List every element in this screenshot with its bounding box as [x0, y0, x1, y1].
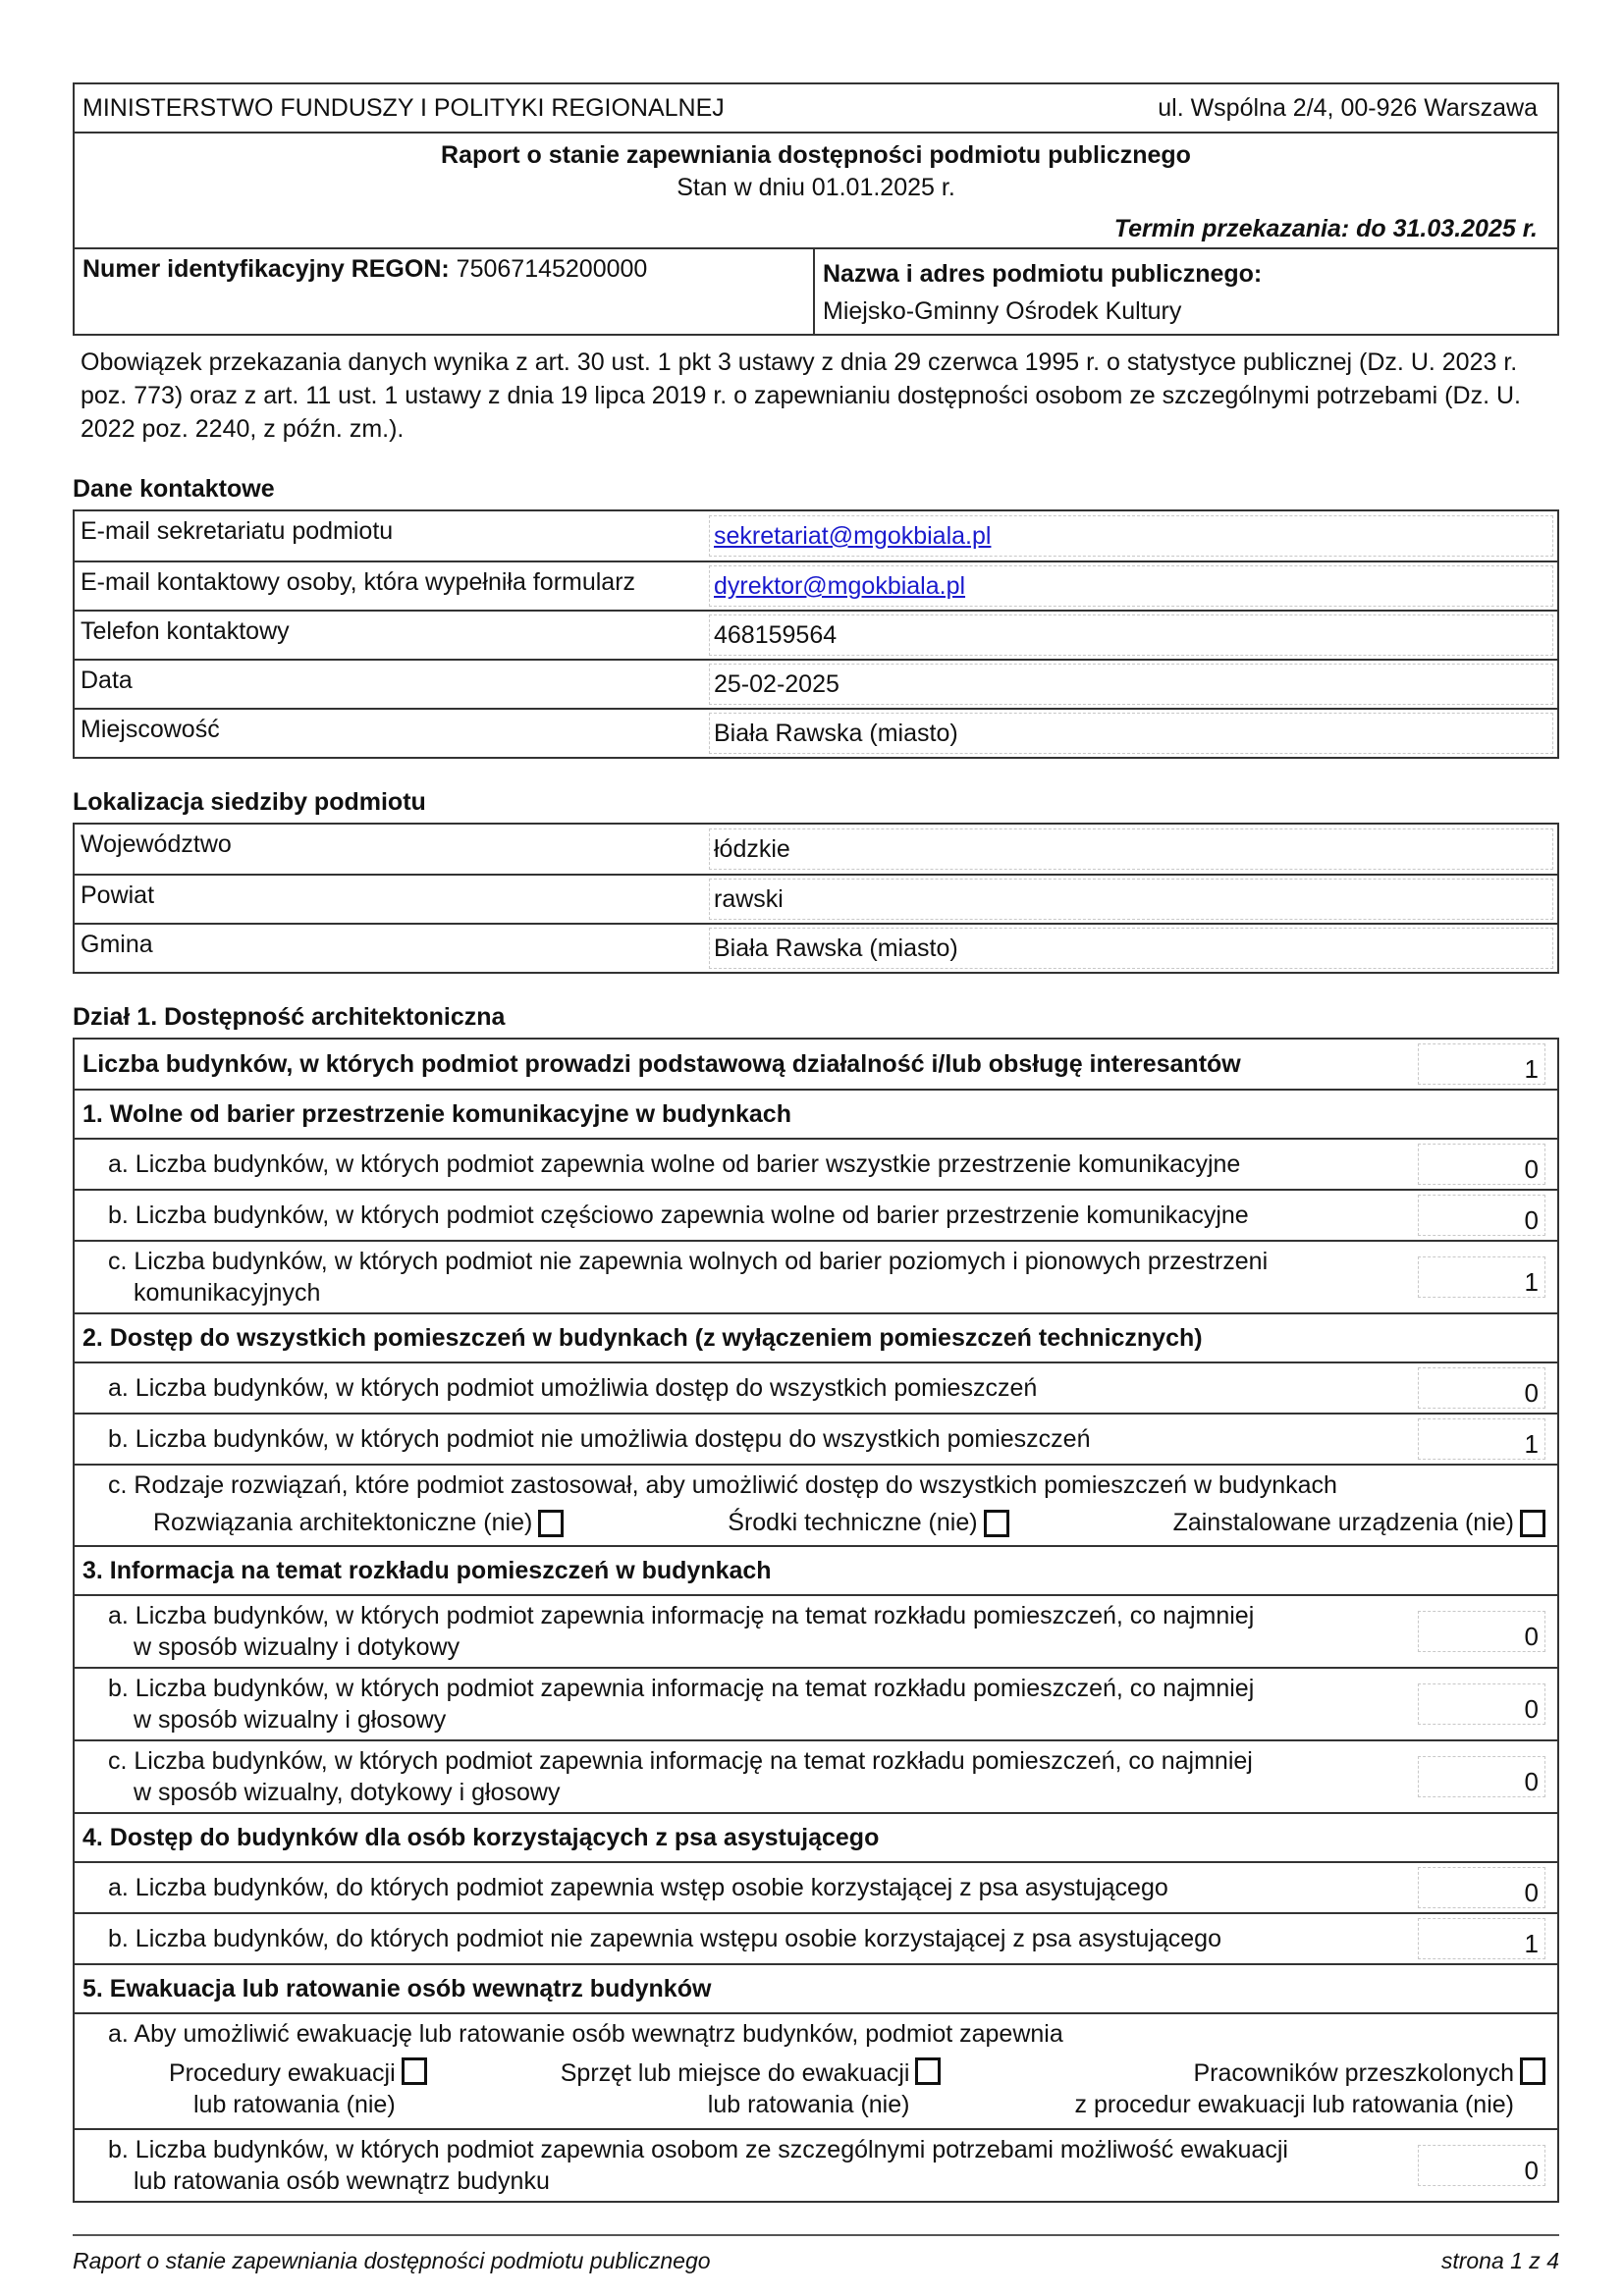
q3a-value[interactable]: 0 — [1418, 1611, 1545, 1652]
q1b-value[interactable]: 0 — [1418, 1195, 1545, 1236]
q1c-label-cont: komunikacyjnych — [134, 1279, 321, 1307]
location-row — [75, 923, 1557, 972]
ministry-address: ul. Wspólna 2/4, 00-926 Warszawa — [1158, 93, 1538, 122]
email-link[interactable]: dyrektor@mgokbiala.pl — [714, 572, 966, 600]
q4-title: 4. Dostęp do budynków dla osób korzystających z psa asystującego — [82, 1824, 880, 1851]
q2c-options — [75, 1505, 1557, 1545]
q1b-row — [75, 1189, 1557, 1240]
option-label-cont: lub ratowania (nie) — [707, 2091, 910, 2118]
contact-label: Miejscowość — [81, 716, 220, 743]
option-label: Rozwiązania architektoniczne (nie) — [153, 1509, 533, 1536]
section1-title: Dział 1. Dostępność architektoniczna — [73, 1003, 506, 1031]
legal-note: Obowiązek przekazania danych wynika z art. 30 ust. 1 pkt 3 ustawy z dnia 29 czerwca 1995 r. o statystyce publicznej (Dz. U. 2023 r. poz. 773) oraz z art. 11 ust. 1 ustawy z dnia 19 lipca 2019 r. o zapewnianiu dostępności osobom ze szczególnymi potrzebami (Dz. U. 2022 poz. 2240, z późn. zm.). — [81, 348, 1521, 443]
state-date: Stan w dniu 01.01.2025 r. — [677, 174, 955, 201]
email-link[interactable]: sekretariat@mgokbiala.pl — [714, 522, 992, 550]
report-title: Raport o stanie zapewniania dostępności podmiotu publicznego — [441, 141, 1191, 169]
q4b-label: b. Liczba budynków, do których podmiot nie zapewnia wstępu osobie korzystającej z psa asystującego — [108, 1925, 1221, 1952]
q3c-label-cont: w sposób wizualny, dotykowy i głosowy — [134, 1779, 561, 1806]
q1-header — [75, 1089, 1557, 1138]
section1-table — [73, 1038, 1559, 2203]
q2b-row — [75, 1413, 1557, 1464]
buildings-value[interactable]: 1 — [1418, 1043, 1545, 1085]
q3a-row — [75, 1594, 1557, 1667]
buildings-row — [75, 1040, 1557, 1089]
title-block — [75, 132, 1557, 247]
option-label: Zainstalowane urządzenia (nie) — [1172, 1509, 1514, 1536]
option-label-cont: lub ratowania (nie) — [193, 2091, 396, 2118]
q2a-label: a. Liczba budynków, w których podmiot umożliwia dostęp do wszystkich pomieszczeń — [108, 1374, 1038, 1402]
q4a-value[interactable]: 0 — [1418, 1867, 1545, 1908]
county-field[interactable]: rawski — [709, 879, 1553, 920]
q2c-label: c. Rodzaje rozwiązań, które podmiot zastosował, aby umożliwić dostęp do wszystkich pomieszczeń w budynkach — [108, 1471, 1337, 1499]
q5b-row — [75, 2128, 1557, 2201]
q2-header — [75, 1312, 1557, 1362]
regon-block — [75, 247, 1557, 334]
location-label: Gmina — [81, 931, 153, 958]
q3-title: 3. Informacja na temat rozkładu pomieszczeń w budynkach — [82, 1557, 772, 1584]
q3b-value[interactable]: 0 — [1418, 1683, 1545, 1725]
voivodeship-field[interactable]: łódzkie — [709, 828, 1553, 870]
contact-value-field[interactable] — [709, 515, 1553, 557]
q3a-label: a. Liczba budynków, w których podmiot zapewnia informację na temat rozkładu pomieszczeń, co najmniej — [108, 1602, 1255, 1629]
q3b-label: b. Liczba budynków, w których podmiot zapewnia informację na temat rozkładu pomieszczeń, co najmniej — [108, 1675, 1255, 1702]
regon-value: 75067145200000 — [456, 255, 648, 283]
date-field[interactable]: 25-02-2025 — [709, 664, 1553, 705]
option-technical[interactable] — [728, 1509, 1008, 1537]
deadline: Termin przekazania: do 31.03.2025 r. — [1113, 215, 1538, 242]
location-label: Powiat — [81, 881, 155, 909]
location-label: Województwo — [81, 830, 232, 858]
report-page — [73, 82, 1559, 2203]
option-label: Procedury ewakuacji — [169, 2059, 396, 2087]
q4a-label: a. Liczba budynków, do których podmiot zapewnia wstęp osobie korzystającej z psa asystującego — [108, 1874, 1168, 1901]
contact-section-title: Dane kontaktowe — [73, 475, 275, 503]
checkbox-icon[interactable] — [1520, 2057, 1545, 2085]
location-row — [75, 874, 1557, 923]
q5-header — [75, 1963, 1557, 2012]
checkbox-icon[interactable] — [538, 1510, 564, 1537]
q5a-label: a. Aby umożliwić ewakuację lub ratowanie osób wewnątrz budynków, podmiot zapewnia — [108, 2020, 1063, 2048]
q5b-value[interactable]: 0 — [1418, 2145, 1545, 2186]
q4-header — [75, 1812, 1557, 1861]
contact-row — [75, 511, 1557, 561]
location-section-title: Lokalizacja siedziby podmiotu — [73, 788, 426, 816]
contact-row — [75, 659, 1557, 708]
phone-field[interactable]: 468159564 — [709, 614, 1553, 656]
q4b-value[interactable]: 1 — [1418, 1918, 1545, 1959]
q3b-label-cont: w sposób wizualny i głosowy — [134, 1706, 447, 1734]
option-label: Sprzęt lub miejsce do ewakuacji — [560, 2059, 910, 2087]
q3c-row — [75, 1739, 1557, 1812]
q2-title: 2. Dostęp do wszystkich pomieszczeń w budynkach (z wyłączeniem pomieszczeń technicznych) — [82, 1324, 1203, 1352]
option-equipment[interactable] — [561, 2057, 942, 2120]
q1a-value[interactable]: 0 — [1418, 1144, 1545, 1185]
location-table — [73, 823, 1559, 974]
footer-title: Raport o stanie zapewniania dostępności podmiotu publicznego — [73, 2248, 711, 2273]
q2b-value[interactable]: 1 — [1418, 1418, 1545, 1460]
header-box — [73, 82, 1559, 336]
entity-label: Nazwa i adres podmiotu publicznego: — [823, 260, 1263, 288]
q2a-value[interactable]: 0 — [1418, 1367, 1545, 1409]
q1a-row — [75, 1138, 1557, 1189]
q3-header — [75, 1545, 1557, 1594]
ministry-name: MINISTERSTWO FUNDUSZY I POLITYKI REGIONALNEJ — [82, 93, 725, 122]
option-procedures[interactable] — [169, 2057, 427, 2120]
page-footer — [73, 2234, 1559, 2274]
q3a-label-cont: w sposób wizualny i dotykowy — [134, 1633, 460, 1661]
contact-label: Data — [81, 667, 133, 694]
contact-label: E-mail kontaktowy osoby, która wypełniła formularz — [81, 568, 636, 596]
regon-label: Numer identyfikacyjny REGON: — [82, 255, 450, 283]
checkbox-icon[interactable] — [402, 2057, 427, 2085]
q3c-value[interactable]: 0 — [1418, 1756, 1545, 1797]
checkbox-icon[interactable] — [915, 2057, 941, 2085]
q3b-row — [75, 1667, 1557, 1739]
q4a-row — [75, 1861, 1557, 1912]
q1a-label: a. Liczba budynków, w których podmiot zapewnia wolne od barier wszystkie przestrzenie komunikacyjne — [108, 1150, 1241, 1178]
city-field[interactable]: Biała Rawska (miasto) — [709, 713, 1553, 754]
q2a-row — [75, 1362, 1557, 1413]
q4b-row — [75, 1912, 1557, 1963]
buildings-label: Liczba budynków, w których podmiot prowadzi podstawową działalność i/lub obsługę interesantów — [82, 1050, 1241, 1078]
q5b-label: b. Liczba budynków, w których podmiot zapewnia osobom ze szczególnymi potrzebami możliwość ewakuacji — [108, 2136, 1288, 2163]
q5a-row — [75, 2012, 1557, 2128]
q3c-label: c. Liczba budynków, w których podmiot zapewnia informację na temat rozkładu pomieszczeń, co najmniej — [108, 1747, 1253, 1775]
q2b-label: b. Liczba budynków, w których podmiot nie umożliwia dostępu do wszystkich pomieszczeń — [108, 1425, 1091, 1453]
q5-title: 5. Ewakuacja lub ratowanie osób wewnątrz budynków — [82, 1975, 712, 2002]
option-devices[interactable] — [1173, 1509, 1545, 1537]
page-number: strona 1 z 4 — [1440, 2248, 1559, 2273]
option-label: Pracowników przeszkolonych — [1193, 2059, 1514, 2087]
q5b-label-cont: lub ratowania osób wewnątrz budynku — [134, 2167, 550, 2195]
q2c-row — [75, 1464, 1557, 1545]
q1c-row — [75, 1240, 1557, 1312]
option-trained-staff[interactable] — [1075, 2057, 1545, 2120]
q1c-label: c. Liczba budynków, w których podmiot nie zapewnia wolnych od barier poziomych i pionowych przestrzeni — [108, 1248, 1269, 1275]
entity-value: Miejsko-Gminny Ośrodek Kultury — [823, 297, 1182, 325]
q1b-label: b. Liczba budynków, w których podmiot częściowo zapewnia wolne od barier przestrzenie komunikacyjne — [108, 1201, 1249, 1229]
contact-row — [75, 561, 1557, 610]
contact-value-field[interactable] — [709, 565, 1553, 607]
contact-row — [75, 610, 1557, 659]
option-architectural[interactable] — [153, 1509, 564, 1537]
contact-label: Telefon kontaktowy — [81, 617, 290, 645]
option-label-cont: z procedur ewakuacji lub ratowania (nie) — [1074, 2091, 1514, 2118]
checkbox-icon[interactable] — [1520, 1510, 1545, 1537]
commune-field[interactable]: Biała Rawska (miasto) — [709, 928, 1553, 969]
q1c-value[interactable]: 1 — [1418, 1256, 1545, 1298]
contact-label: E-mail sekretariatu podmiotu — [81, 517, 394, 545]
location-row — [75, 825, 1557, 874]
contact-row — [75, 708, 1557, 757]
q5a-options — [75, 2054, 1557, 2128]
q1-title: 1. Wolne od barier przestrzenie komunikacyjne w budynkach — [82, 1100, 791, 1128]
checkbox-icon[interactable] — [984, 1510, 1009, 1537]
option-label: Środki techniczne (nie) — [728, 1509, 978, 1536]
ministry-header — [75, 84, 1557, 132]
contact-table — [73, 509, 1559, 759]
